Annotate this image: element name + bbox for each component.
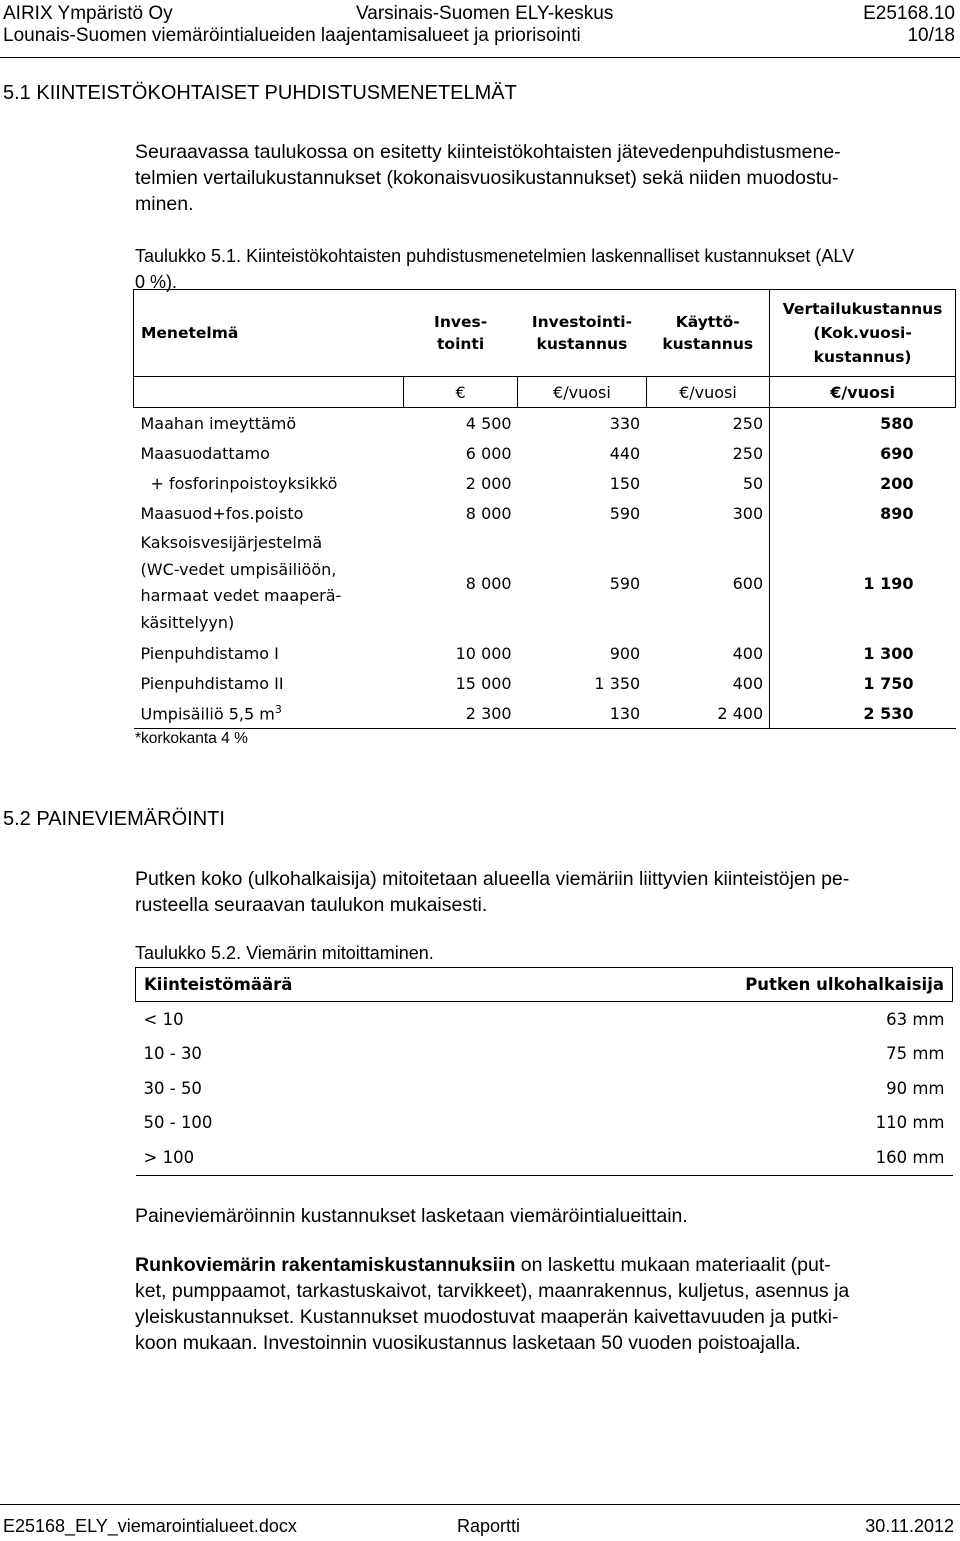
section-5-2-paragraph (135, 866, 955, 918)
table-row: Maahan imeyttämö 4 500 330 250 580 (134, 408, 956, 439)
col-property-count: Kiinteistömäärä (136, 968, 490, 1002)
table-row: < 10 63 mm (143, 1009, 945, 1029)
cost-table-header (134, 290, 956, 377)
para-line: telmien vertailukustannukset (kokonaisvuosikustannukset) sekä niiden muodostu- (135, 167, 839, 189)
unit-operating-cost: €/vuosi (646, 377, 769, 408)
section-5-1-paragraph (135, 139, 955, 217)
header-page-number: 10/18 (907, 25, 955, 46)
unit-comparison-cost: €/vuosi (770, 377, 956, 408)
caption-line: Taulukko 5.1. Kiinteistökohtaisten puhdistusmenetelmien laskennalliset kustannukset (ALV (135, 246, 855, 266)
para-line: Seuraavassa taulukossa on esitetty kiinteistökohtaisten jätevedenpuhdistusmene- (135, 141, 841, 163)
table-row: 50 - 100 110 mm (143, 1113, 945, 1133)
col-comparison-cost: Vertailukustannus (Kok.vuosi- kustannus) (770, 290, 956, 377)
col-investment-cost: Investointi- kustannus (518, 290, 647, 377)
table-row: + fosforinpoistoyksikkö 2 000 150 50 200 (134, 468, 956, 498)
footer-filename: E25168_ELY_viemarointialueet.docx (3, 1516, 297, 1536)
table-row: Pienpuhdistamo II 15 000 1 350 400 1 750 (134, 668, 956, 698)
cost-table (133, 289, 956, 729)
table-row: Maasuodattamo 6 000 440 250 690 (134, 438, 956, 468)
header-doc-title: Lounais-Suomen viemäröintialueiden laajentamisalueet ja priorisointi (3, 25, 581, 46)
table-row: Maasuod+fos.poisto 8 000 590 300 890 (134, 498, 956, 528)
para-line: yleiskustannukset. Kustannukset muodostuvat maaperän kaivettavuuden ja putki- (135, 1306, 839, 1328)
footer-divider (0, 1504, 960, 1505)
col-method: Menetelmä (134, 290, 404, 377)
col-pipe-diameter: Putken ulkohalkaisija (490, 968, 953, 1002)
trunk-sewer-paragraph: Runkoviemärin rakentamiskustannuksiin on laskettu mukaan materiaalit (put- ket, pumppaamot, tarkastuskaivot, tarvikkeet), maanrakennus, kuljetus, asennus ja yleiskustannukset. Kustannukset muodostuvat maaperän kaivettavuuden ja putki- koon mukaan. Investoinnin vuosikustannus lasketaan 50 vuoden poistoajalla. (135, 1252, 957, 1356)
pipe-size-table (135, 967, 953, 1176)
footer-doc-type: Raportti (457, 1516, 521, 1536)
unit-investment: € (404, 377, 518, 408)
table-row: Umpisäiliö 5,5 $m^3$ 2 300 130 2 400 2 530 (134, 698, 956, 729)
header-company: AIRIX Ympäristö Oy (3, 3, 173, 24)
unit-investment-cost: €/vuosi (518, 377, 647, 408)
para-line: rusteella seuraavan taulukon mukaisesti. (135, 894, 488, 916)
table-5-1-caption (135, 243, 854, 295)
table-5-2-caption: Taulukko 5.2. Viemärin mitoittaminen. (135, 943, 434, 963)
footer-date: 30.11.2012 (865, 1516, 954, 1536)
trunk-sewer-bold: Runkoviemärin rakentamiskustannuksiin (135, 1254, 516, 1276)
caption-line: 0 %). (135, 272, 178, 292)
col-operating-cost: Käyttö- kustannus (646, 290, 769, 377)
section-heading-5-2: 5.2 PAINEVIEMÄRÖINTI (3, 808, 225, 830)
table-row: Pienpuhdistamo I 10 000 900 400 1 300 (134, 638, 956, 668)
pipe-table-header (136, 968, 953, 1002)
table-row: 10 - 30 75 mm (143, 1044, 945, 1064)
para-line: ket, pumppaamot, tarkastuskaivot, tarvikkeet), maanrakennus, kuljetus, asennus ja (135, 1280, 850, 1302)
cost-table-units (134, 377, 956, 408)
cost-note: Paineviemäröinnin kustannukset lasketaan viemäröintialueittain. (135, 1205, 688, 1227)
para-line: minen. (135, 193, 194, 215)
table-row: 30 - 50 90 mm (143, 1078, 945, 1098)
header-divider (0, 57, 960, 58)
section-heading-5-1: 5.1 KIINTEISTÖKOHTAISET PUHDISTUSMENETELMÄT (3, 82, 517, 104)
header-client: Varsinais-Suomen ELY-keskus (356, 3, 614, 24)
table-row-double-system: Kaksoisvesijärjestelmä (WC-vedet umpisäiliöön, harmaat vedet maaperä- käsittelyyn) 8 000 590 600 1 190 (134, 528, 956, 638)
header-doc-code: E25168.10 (863, 3, 955, 24)
para-line: Putken koko (ulkohalkaisija) mitoitetaan alueella viemäriin liittyvien kiinteistöjen pe- (135, 868, 850, 890)
para-line: koon mukaan. Investoinnin vuosikustannus lasketaan 50 vuoden poistoajalla. (135, 1332, 801, 1354)
col-investment: Inves- tointi (404, 290, 518, 377)
table-footnote: *korkokanta 4 % (135, 730, 248, 747)
table-row: > 100 160 mm (136, 1140, 953, 1175)
